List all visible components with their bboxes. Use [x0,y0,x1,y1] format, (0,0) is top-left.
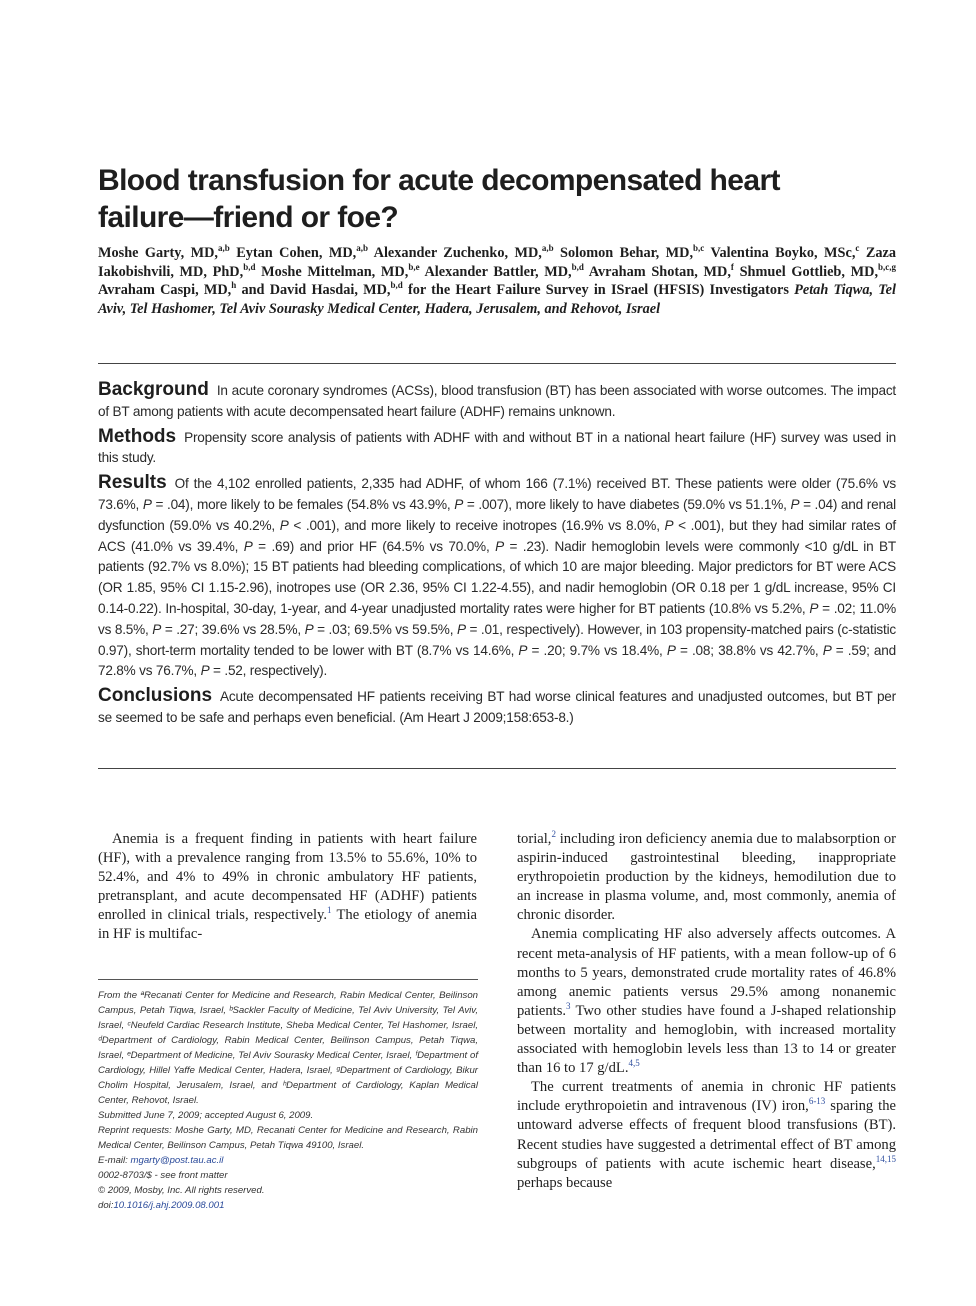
citation-link[interactable]: 14,15 [875,1153,896,1164]
author: Moshe Garty, MD,$^{a,b}$ [98,243,230,261]
results-segment: < .001), and more likely to receive inotropes (16.9% vs 8.0%, [288,517,665,533]
abstract-results [98,473,896,682]
body-paragraph: torial,$^2$ including iron deficiency anemia due to malabsorption or aspirin-induced gastrointestinal bleeding, inappropriate erythropoietin production by the kidneys, hemodilution due to an increase in plasma volume, and, most commonly, anemia of chronic disorder. [517,829,896,924]
author: Moshe Mittelman, MD,$^{b,e}$ [261,261,420,280]
results-segment: = .03; 69.5% vs 59.5%, [313,621,457,637]
author: Shmuel Gottlieb, MD,$^{b,c,g}$ [739,261,897,280]
study-sites: Petah Tiqwa, Tel Aviv, Tel Hashomer, Tel Aviv Sourasky Medical Center, Hadera, Jerusalem, and Rehovot, Israel [98,282,896,317]
author: and David Hasdai, MD,$^{b,d}$ [241,280,403,299]
body-paragraph: The current treatments of anemia in chronic HF patients include erythropoietin and intravenous (IV) iron,$^{6-13}$ sparing the untoward adverse effects of frequent blood transfusions (BT). Recent studies have suggested a detrimental effect of BT among subgroups of patients with acute ischemic heart disease,$^{14,15}$ perhaps because [517,1079,896,1191]
author-list [98,244,896,318]
results-segment: = .27; 39.6% vs 28.5%, [161,621,305,637]
results-segment: = .59; and 72.8% vs 76.7%, [98,642,896,679]
author: Avraham Caspi, MD,$^h$ [98,280,237,299]
citation-link[interactable]: 3 [566,1000,571,1011]
p-value-symbol: P [152,621,162,637]
conclusions-text: Acute decompensated HF patients receiving BT had worse clinical features and unadjusted outcomes, but BT per se seemed to be safe and perhaps even beneficial. (Am Heart J 2009;158:653-8.) [98,689,896,725]
citation-link[interactable]: 1 [327,905,332,916]
conclusions-heading: Conclusions [98,685,213,707]
p-value-symbol: P [454,496,464,512]
results-segment: = .69) and prior HF (64.5% vs 70.0%, [252,538,496,554]
abstract-background [98,380,896,423]
author: Valentina Boyko, MSc,$^c$ [710,243,860,261]
results-segment: = .04), more likely to be females (54.8% vs 43.9%, [151,496,455,512]
footnotes [98,988,478,1213]
results-segment: = .23). Nadir hemoglobin levels were commonly <10 g/dL in BT patients (92.7% vs 8.0%); 15 BT patients had bleeding complications, of which 10 are major bleeding. Major predictors for BT were ACS (OR 1.85, 95% CI 1.15-2.96), inotropes use (OR 2.36, 95% CI 1.22-4.55), and nadir hemoglobin (OR 0.18 per 1 g/dL increase, 95% CI 0.14-0.22). In-hospital, 30-day, 1-year, and 4-year unadjusted mortality rates were higher for BT patients (10.8% vs 5.2%, [98,538,896,616]
author: Alexander Battler, MD,$^{b,d}$ [424,261,584,280]
methods-text: Propensity score analysis of patients with ADHF with and without BT in a national heart failure (HF) survey was used in this study. [98,429,896,466]
doi-link[interactable]: 10.1016/j.ahj.2009.08.001 [113,1200,225,1211]
abstract-methods [98,427,896,470]
email-link[interactable]: mgarty@post.tau.ac.il [130,1155,224,1166]
results-segment: < .001), but they had similar rates of ACS (41.0% vs 39.4%, [98,517,897,554]
p-value-symbol: P [243,538,253,554]
top-divider [98,363,896,364]
results-segment: = .007), more likely to have diabetes (59.0% vs 51.1%, [463,496,791,512]
methods-heading: Methods [98,425,177,447]
author: Zaza Iakobishvili, MD, PhD,$^{b,d}$ [98,245,896,280]
author: Avraham Shotan, MD,$^f$ [588,261,734,280]
abstract [98,380,896,733]
article-title: Blood transfusion for acute decompensated heart failure—friend or foe? [98,164,780,234]
copyright: © 2009, Mosby, Inc. All rights reserved. [98,1185,265,1196]
body-column-left [98,830,477,945]
p-value-symbol: P [822,642,832,658]
p-value-symbol: P [495,538,504,554]
investigator-group: for the Heart Failure Survey in ISrael (HFSIS) Investigators [402,282,795,299]
submission-dates: Submitted June 7, 2009; accepted August 6, 2009. [98,1110,314,1121]
citation-link[interactable]: 2 [551,829,556,840]
body-column-right [517,830,896,1193]
p-value-symbol: P [666,642,676,658]
body-paragraph: Anemia complicating HF also adversely affects outcomes. A recent meta-analysis of HF patients, with a mean follow-up of 6 months to 5 years, demonstrated crude mortality rates of 46.8% among anemic patients versus 29.5% among nonanemic patients.$^3$ Two other studies have found a J-shaped relationship between mortality and hemoglobin, with increased mortality associated with hemoglobin levels less than 13 to 14 or greater than 16 to 17 g/dL.$^{4,5}$ [517,926,896,1077]
p-value-symbol: P [456,621,466,637]
p-value-symbol: P [664,517,674,533]
body-paragraph: Anemia is a frequent finding in patients with heart failure (HF), with a prevalence ranging from 13.5% to 55.6%, 10% to 52.4%, and 4% to 49% in chronic ambulatory HF patients, pretransplant, and acute decompensated HF (ADHF) patients enrolled in clinical trials, respectively.$^1$ The etiology of anemia in HF is multifac- [98,831,477,943]
results-segment: = .02; 11.0% vs 8.5%, [98,600,896,637]
citation-link[interactable]: 6-13 [808,1096,826,1107]
results-segment: = .08; 38.8% vs 42.7%, [675,642,823,658]
results-heading: Results [98,472,167,494]
author: Eytan Cohen, MD,$^{a,b}$ [236,243,368,261]
p-value-symbol: P [790,496,800,512]
results-segment: = .04) and renal dysfunction (59.0% vs 40.2%, [98,496,896,533]
author: Solomon Behar, MD,$^{b,c}$ [560,243,705,261]
p-value-symbol: P [279,517,289,533]
affiliations: From the ªRecanati Center for Medicine and Research, Rabin Medical Center, Beilinson Campus, Petah Tiqwa, Israel, ᵇSackler Faculty of Medicine, Tel Aviv University, Tel Aviv, Israel, ᶜNeufeld Cardiac Research Institute, Sheba Medical Center, Tel Hashomer, Israel, ᵈDepartment of Cardiology, Rabin Medical Center, Beilinson Campus, Petah Tiqwa, Israel, ᵉDepartment of Medicine, Tel Aviv Sourasky Medical Center, Israel, ᶠDepartment of Cardiology, Hillel Yaffe Medical Center, Hadera, Israel, ᵍDepartment of Cardiology, Bikur Cholim Hospital, Jerusalem, Israel, and ʰDepartment of Cardiology, Kaplan Medical Center, Rehovot, Israel. [98,990,478,1106]
email-line: E-mail: mgarty@post.tau.ac.il [98,1155,224,1166]
results-segment: = .20; 9.7% vs 18.4%, [527,642,667,658]
abstract-conclusions [98,686,896,729]
results-segment: = .01, respectively). However, in 103 propensity-matched pairs (c-statistic 0.97), short-term mortality tended to be lower with BT (8.7% vs 14.6%, [98,621,897,658]
citation-link[interactable]: 4,5 [628,1058,640,1069]
author: Alexander Zuchenko, MD,$^{a,b}$ [373,243,554,261]
results-segment: = .52, respectively). [209,663,328,679]
issn: 0002-8703/$ - see front matter [98,1170,228,1181]
p-value-symbol: P [142,496,152,512]
footnote-divider [98,979,478,980]
background-heading: Background [98,379,209,400]
p-value-symbol: P [200,663,210,679]
bottom-divider [98,768,896,769]
results-text [98,476,896,678]
doi-line: doi:10.1016/j.ahj.2009.08.001 [98,1200,225,1211]
p-value-symbol: P [518,642,528,658]
results-segment: Of the 4,102 enrolled patients, 2,335 had ADHF, of whom 166 (7.1%) received BT. These patients were older (75.6% vs 73.6%, [98,476,896,512]
p-value-symbol: P [304,621,314,637]
reprint-requests: Reprint requests: Moshe Garty, MD, Recanati Center for Medicine and Research, Rabin Medical Center, Beilinson Campus, Petah Tiqwa 49100, Israel. [98,1125,478,1151]
background-text: In acute coronary syndromes (ACSs), blood transfusion (BT) has been associated with worse outcomes. The impact of BT among patients with acute decompensated heart failure (ADHF) remains unknown. [98,383,896,419]
p-value-symbol: P [809,600,819,616]
